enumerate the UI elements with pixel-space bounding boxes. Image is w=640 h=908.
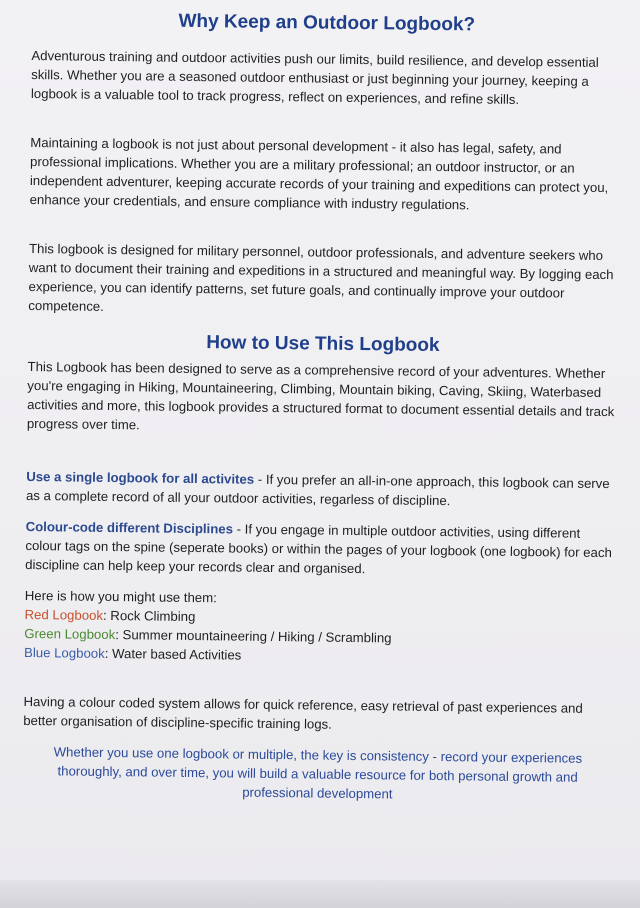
blue-logbook-activity: : Water based Activities	[104, 645, 242, 663]
page-content	[22, 6, 622, 806]
use-them-intro: Here is how you might use them:	[24, 587, 217, 606]
page-bottom-edge	[0, 880, 640, 908]
closing-statement: Whether you use one logbook or multiple, the key is consistency - record your experiences thoroughly, and over time, you will build a valuable resource for both personal growth and professional development	[53, 744, 583, 802]
colour-code-paragraph	[25, 517, 616, 581]
colour-system-paragraph: Having a colour coded system allows for quick reference, easy retrieval of past experiences and better organisation of discipline-specific training logs.	[23, 693, 583, 732]
why-paragraph-2: Maintaining a logbook is not just about personal development - it also has legal, safety, and professional implications. Whether you are a military professional; an outdoor instructor, or an independent adventurer, keeping accurate records of your training and expeditions can protect you, enhance your credentials, and ensure compliance with industry regulations.	[29, 134, 609, 213]
single-logbook-paragraph	[26, 467, 616, 512]
colour-code-text: - If you engage in multiple outdoor activities, using different colour tags on the spine (seperate books) or within the pages of your logbook (one logbook) for each discipline can help keep your records clear and organised.	[25, 521, 612, 577]
heading-how-to-use: How to Use This Logbook	[206, 332, 440, 357]
why-paragraph-1: Adventurous training and outdoor activities push our limits, build resilience, and develop essential skills. Whether you are a seasoned outdoor enthusiast or just beginning your journey, keeping a logbook is a valuable tool to track progress, reflect on experiences, and refine skills.	[30, 47, 599, 107]
blue-logbook-label: Blue Logbook	[24, 644, 105, 661]
how-intro-paragraph: This Logbook has been designed to serve as a comprehensive record of your adventures. Whether you're engaging in Hiking, Mountaineering, Climbing, Mountain biking, Caving, Skiing, Waterbased activities and more, this logbook provides a structured format to document essential details and track progress over time.	[26, 358, 615, 433]
colour-code-title: Colour-code different Disciplines	[25, 518, 234, 537]
red-logbook-activity: : Rock Climbing	[102, 607, 196, 625]
red-logbook-label: Red Logbook	[24, 606, 104, 623]
green-logbook-activity: : Summer mountaineering / Hiking / Scrambling	[115, 627, 392, 646]
why-paragraph-3: This logbook is designed for military personnel, outdoor professionals, and adventure seekers who want to document their training and expeditions in a structured and meaningful way. By logging each experience, you can identify patterns, set future goals, and continually improve your outdoor competence.	[28, 240, 614, 314]
single-logbook-text: - If you prefer an all-in-one approach, this logbook can serve as a complete record of all your outdoor activities, regarless of discipline.	[25, 471, 610, 509]
heading-why-keep-logbook: Why Keep an Outdoor Logbook?	[178, 10, 476, 36]
single-logbook-title: Use a single logbook for all activites	[26, 468, 255, 487]
green-logbook-label: Green Logbook	[24, 625, 116, 643]
